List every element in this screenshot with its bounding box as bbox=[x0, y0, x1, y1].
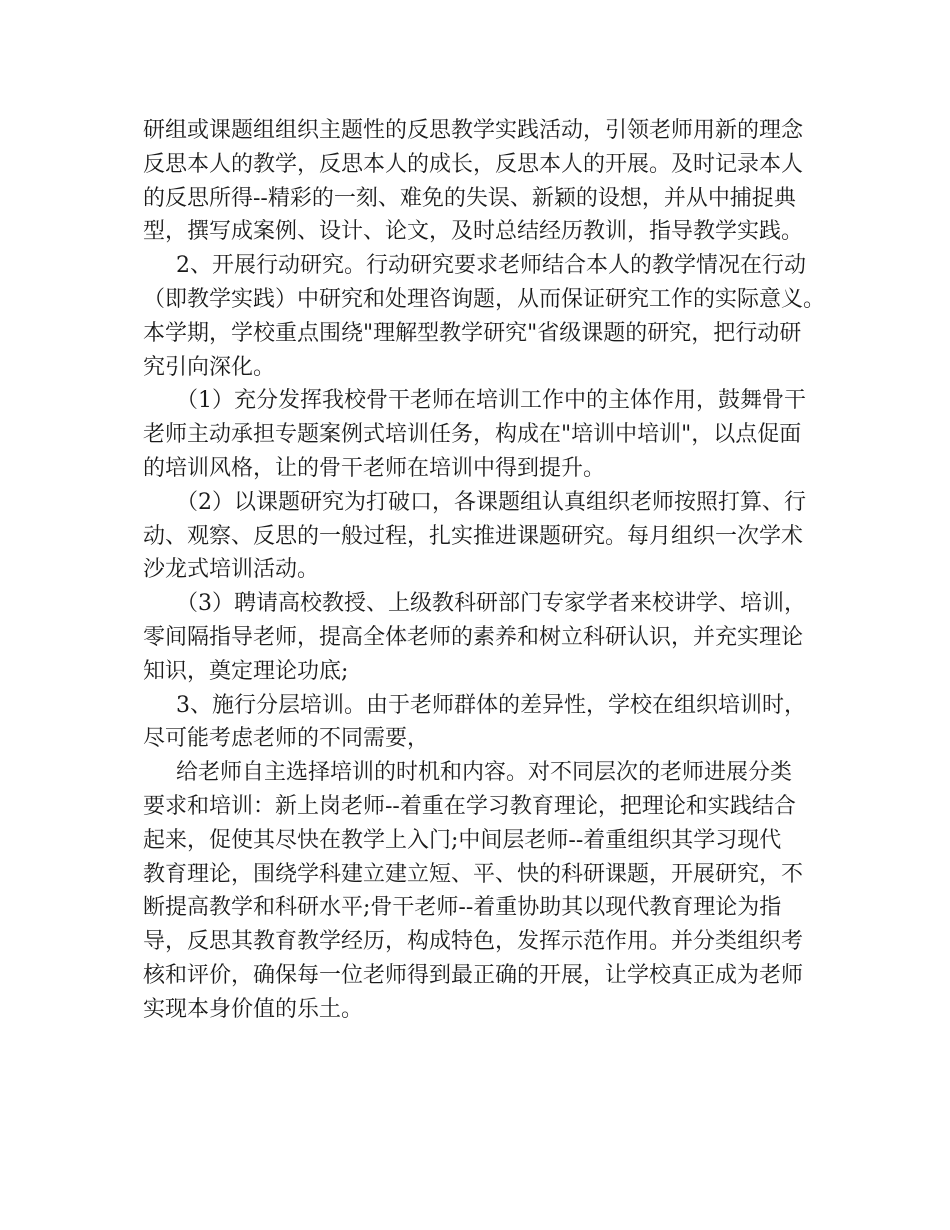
text-line: 型，撰写成案例、设计、论文，及时总结经历教训，指导教学实践。 bbox=[143, 219, 804, 245]
text-line: 研组或课题组组织主题性的反思教学实践活动，引领老师用新的理念 bbox=[143, 118, 804, 143]
text-line: 本学期，学校重点围绕"理解型教学研究"省级课题的研究，把行动研 bbox=[143, 320, 802, 346]
text-line: 的反思所得--精彩的一刻、难免的失误、新颖的设想，并从中捕捉典 bbox=[143, 185, 796, 211]
text-line: 要求和培训：新上岗老师--着重在学习教育理论，把理论和实践结合 bbox=[143, 793, 796, 819]
paragraph-first-line: （1）充分发挥我校骨干老师在培训工作中的主体作用，鼓舞骨干 bbox=[176, 388, 806, 414]
text-line: 老师主动承担专题案例式培训任务，构成在"培训中培训"，以点促面 bbox=[143, 422, 802, 448]
text-line: 尽可能考虑老师的不同需要， bbox=[143, 726, 430, 752]
text-line: 究引向深化。 bbox=[143, 354, 276, 380]
paragraph-first-line: 给老师自主选择培训的时机和内容。对不同层次的老师进展分类 bbox=[176, 760, 793, 786]
text-line: 教育理论，围绕学科建立建立短、平、快的科研课题，开展研究，不 bbox=[143, 861, 804, 887]
paragraph-first-line: （2）以课题研究为打破口，各课题组认真组织老师按照打算、行 bbox=[176, 489, 806, 515]
text-line: 导，反思其教育教学经历，构成特色，发挥示范作用。并分类组织考 bbox=[143, 929, 804, 955]
text-line: 沙龙式培训活动。 bbox=[143, 557, 320, 583]
document-body bbox=[143, 114, 833, 1027]
paragraph-first-line: 3、施行分层培训。由于老师群体的差异性，学校在组织培训时， bbox=[176, 692, 806, 718]
text-line: （即教学实践）中研究和处理咨询题，从而保证研究工作的实际意义。 bbox=[143, 286, 826, 312]
text-line: 核和评价，确保每一位老师得到最正确的开展，让学校真正成为老师 bbox=[143, 962, 804, 988]
text-line: 起来，促使其尽快在教学上入门;中间层老师--着重组织其学习现代 bbox=[143, 827, 782, 853]
paragraph-first-line: （3）聘请高校教授、上级教科研部门专家学者来校讲学、培训， bbox=[176, 591, 806, 617]
text-line: 实现本身价值的乐土。 bbox=[143, 996, 364, 1022]
text-line: 零间隔指导老师，提高全体老师的素养和树立科研认识，并充实理论 bbox=[143, 624, 804, 650]
text-line: 的培训风格，让的骨干老师在培训中得到提升。 bbox=[143, 455, 606, 481]
text-line: 知识，奠定理论功底; bbox=[143, 658, 349, 684]
text-line: 反思本人的教学，反思本人的成长，反思本人的开展。及时记录本人 bbox=[143, 151, 804, 177]
text-line: 断提高教学和科研水平;骨干老师--着重协助其以现代教育理论为指 bbox=[143, 895, 782, 921]
paragraph-first-line: 2、开展行动研究。行动研究要求老师结合本人的教学情况在行动 bbox=[176, 253, 806, 279]
text-line: 动、观察、反思的一般过程，扎实推进课题研究。每月组织一次学术 bbox=[143, 523, 804, 549]
